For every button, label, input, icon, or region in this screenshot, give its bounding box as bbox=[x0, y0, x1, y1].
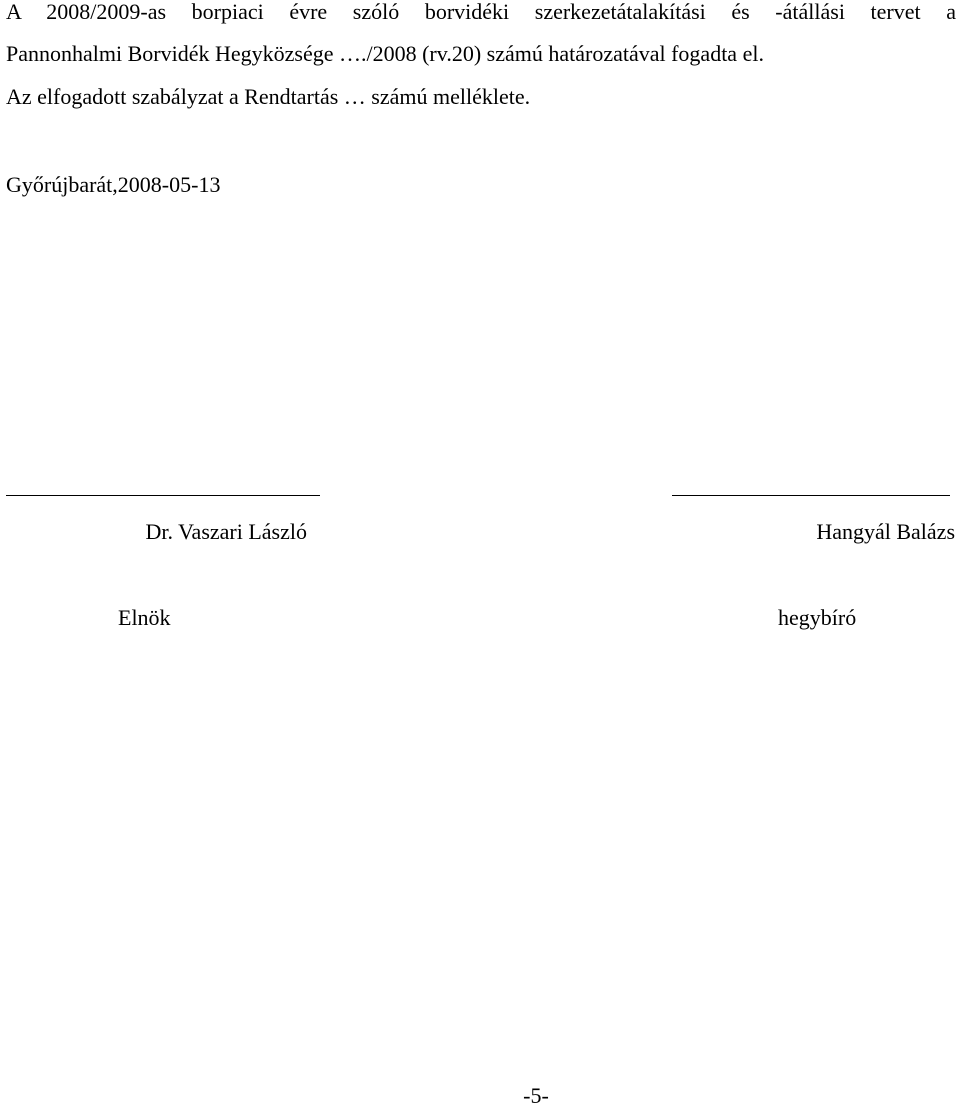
body-line-3: Az elfogadott szabályzat a Rendtartás … számú melléklete. bbox=[6, 84, 531, 109]
body-line-1: A 2008/2009-as borpiaci évre szóló borvidéki szerkezetátalakítási és -átállási tervet a bbox=[6, 0, 956, 24]
page-number: -5- bbox=[523, 1083, 549, 1108]
signatory-role-left: Elnök bbox=[118, 605, 171, 630]
signatory-name-left: Dr. Vaszari László bbox=[145, 519, 307, 544]
body-line-2: Pannonhalmi Borvidék Hegyközsége …./2008 (rv.20) számú határozatával fogadta el. bbox=[6, 41, 764, 66]
signature-line-left bbox=[6, 495, 320, 496]
place-date: Győrújbarát,2008-05-13 bbox=[6, 172, 221, 197]
signatory-name-right: Hangyál Balázs bbox=[816, 519, 955, 544]
signature-line-right bbox=[672, 495, 950, 496]
signatory-role-right: hegybíró bbox=[778, 605, 857, 630]
